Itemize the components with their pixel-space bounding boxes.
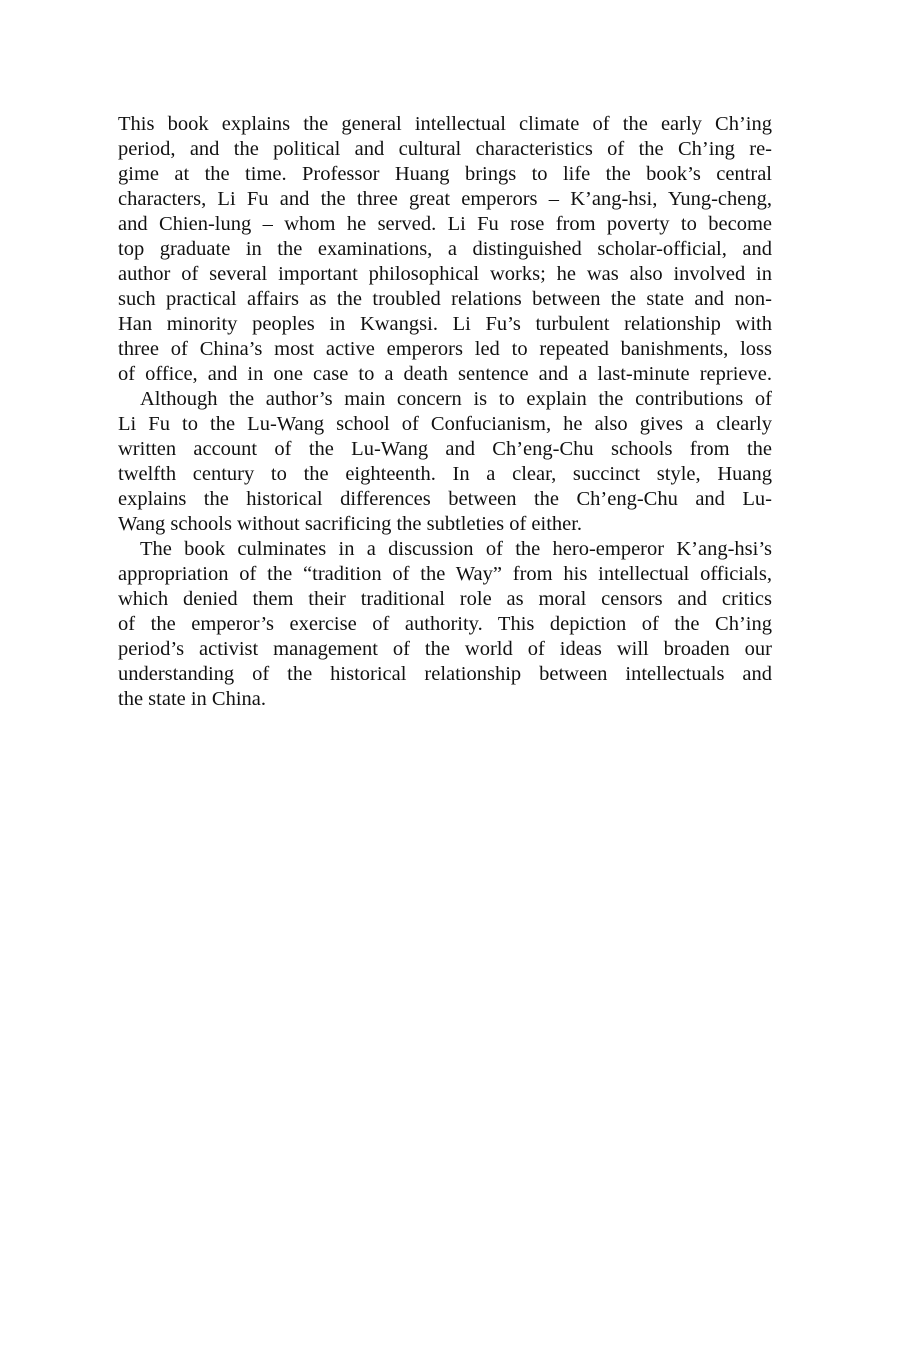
text-line: understanding of the historical relationship between intellectuals and <box>118 663 772 685</box>
text-line: appropriation of the “tradition of the Way” from his intellectual officials, <box>118 563 772 585</box>
text-line: top graduate in the examinations, a distinguished scholar-official, and <box>118 238 772 260</box>
text-line: gime at the time. Professor Huang brings to life the book’s central <box>118 163 772 185</box>
blurb-text <box>118 112 772 712</box>
text-line: such practical affairs as the troubled relations between the state and non- <box>118 288 772 310</box>
text-line: of the emperor’s exercise of authority. This depiction of the Ch’ing <box>118 613 772 635</box>
text-line: author of several important philosophical works; he was also involved in <box>118 263 772 285</box>
text-line: The book culminates in a discussion of the hero-emperor K’ang-hsi’s <box>140 538 772 560</box>
text-line: the state in China. <box>118 688 267 710</box>
text-line: of office, and in one case to a death sentence and a last-minute reprieve. <box>118 363 772 385</box>
paragraph <box>118 112 772 387</box>
text-line: which denied them their traditional role as moral censors and critics <box>118 588 772 610</box>
text-line: This book explains the general intellectual climate of the early Ch’ing <box>118 113 772 135</box>
text-line: characters, Li Fu and the three great emperors – K’ang-hsi, Yung-cheng, <box>118 188 772 210</box>
text-line: Li Fu to the Lu-Wang school of Confucianism, he also gives a clearly <box>118 413 772 435</box>
text-line: and Chien-lung – whom he served. Li Fu rose from poverty to become <box>118 213 772 235</box>
text-line: Han minority peoples in Kwangsi. Li Fu’s turbulent relationship with <box>118 313 772 335</box>
text-line: Wang schools without sacrificing the subtleties of either. <box>118 513 583 535</box>
text-line: three of China’s most active emperors led to repeated banishments, loss <box>118 338 772 360</box>
text-line: explains the historical differences between the Ch’eng-Chu and Lu- <box>118 488 772 510</box>
text-line: period, and the political and cultural characteristics of the Ch’ing re- <box>118 138 772 160</box>
text-line: written account of the Lu-Wang and Ch’eng-Chu schools from the <box>118 438 772 460</box>
paragraph <box>118 537 772 712</box>
text-line: period’s activist management of the world of ideas will broaden our <box>118 638 772 660</box>
text-line: twelfth century to the eighteenth. In a clear, succinct style, Huang <box>118 463 772 485</box>
text-line: Although the author’s main concern is to explain the contributions of <box>140 388 772 410</box>
paragraph <box>118 387 772 537</box>
